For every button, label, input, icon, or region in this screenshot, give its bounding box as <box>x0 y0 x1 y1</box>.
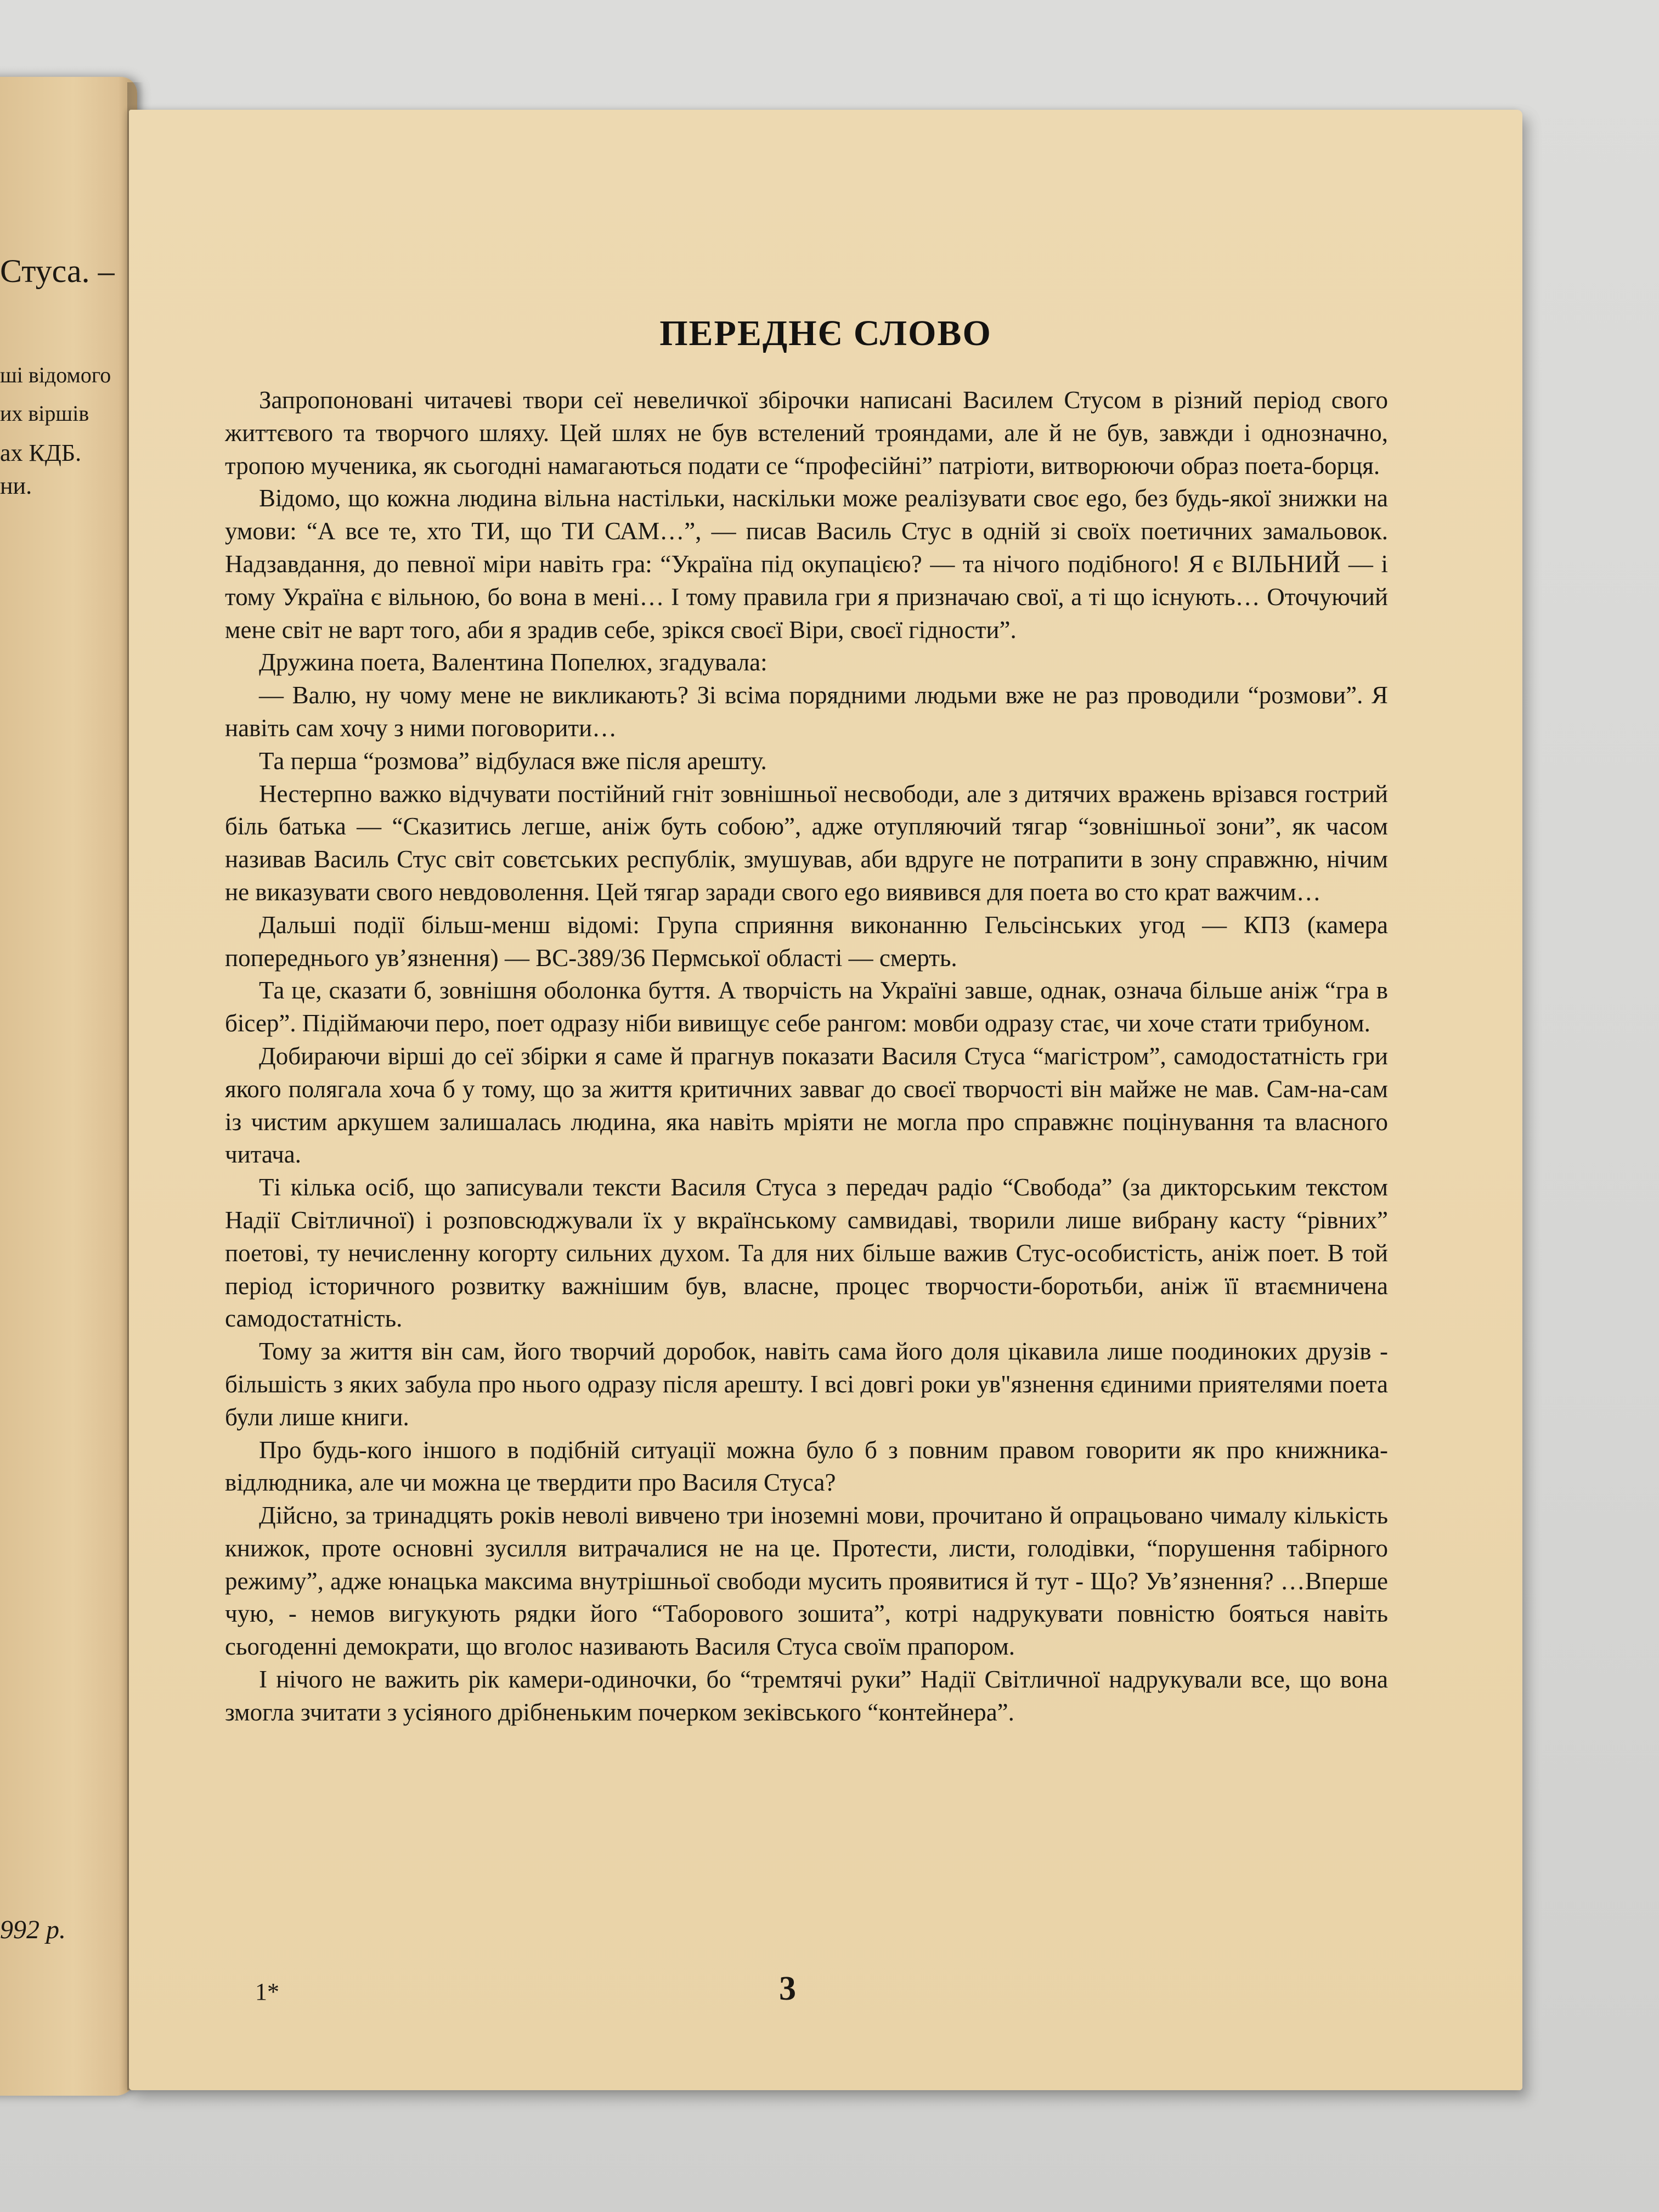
paragraph: — Валю, ну чому мене не викликають? Зі всіма порядними людьми вже не раз проводили “розмови”. Я навіть сам хочу з ними поговорити… <box>225 681 1388 742</box>
right-page <box>129 110 1522 2090</box>
paragraph: Добираючи вірші до сеї збірки я саме й прагнув показати Василя Стуса “магістром”, самодостатність гри якого полягала хоча б у тому, що за життя критичних завваг до своєї творчості він майже не мав. Сам-на-сам із чистим аркушем залишалась людина, яка навіть мріяти не могла про справжнє поцінування та власного читача. <box>225 1042 1388 1169</box>
paragraph: Нестерпно важко відчувати постійний гніт зовнішньої несвободи, але з дитячих вражень врізався гострий біль батька — “Сказитись легше, аніж буть собою”, адже отупляючий тягар “зовнішньої зони”, як часом називав Василь Стус світ совєтських республік, змушував, аби вдруге не потрапити в зону справжню, нічим не виказувати свого невдоволення. Цей тягар заради свого ego виявився для поета во сто крат важчим… <box>225 780 1388 906</box>
signature-mark: 1* <box>255 1978 279 2005</box>
left-page-fragment: ах КДБ. <box>0 439 82 466</box>
paragraph: Ті кілька осіб, що записували тексти Василя Стуса з передач радіо “Свобода” (за дикторським текстом Надії Світличної) і розповсюджували їх у вкраїнському самвидаві, творили лише вибрану касту “рівних” поетові, ту нечисленну когорту сильних духом. Та для них більше важив Стус-особистість, аніж поет. В той період історичного розвитку важнішим був, власне, процес творчости-боротьби, аніж її втаємничена самодостатність. <box>225 1173 1388 1333</box>
paragraph: Дійсно, за тринадцять років неволі вивчено три іноземні мови, прочитано й опрацьовано чималу кількість книжок, проте основні зусилля витрачалися не на це. Протести, листи, голодівки, “порушення табірного режиму”, адже юнацька максима внутрішньої свободи мусить проявитися й тут - Що? Ув’язнення? …Вперше чую, - немов вигукують рядки його “Таборового зошита”, котрі надрукувати повністю бояться навіть сьогоденні демократи, що вголос називають Василя Стуса своїм прапором. <box>225 1502 1388 1661</box>
paragraph: Та перша “розмова” відбулася вже після арешту. <box>259 747 767 775</box>
paragraph: І нічого не важить рік камери-одиночки, бо “тремтячі руки” Надії Світличної надрукували все, що вона змогла зчитати з усіяного дрібненьким почерком зеківського “контейнера”. <box>225 1666 1388 1726</box>
left-page <box>0 77 137 2096</box>
paragraph: Та це, сказати б, зовнішня оболонка буття. А творчість на Україні завше, однак, означа більше аніж “гра в бісер”. Підіймаючи перо, поет одразу ніби вивищує себе рангом: мовби одразу стає, чи хоче стати трибуном. <box>225 977 1388 1037</box>
left-page-year: 992 р. <box>0 1915 66 1944</box>
body-text <box>225 384 1388 1729</box>
paragraph: Тому за життя він сам, його творчий доробок, навіть сама його доля цікавила лише поодиноких друзів - більшість з яких забула про нього одразу після арешту. І всі довгі роки ув"язнення єдиними приятелями поета були лише книги. <box>225 1338 1388 1431</box>
left-page-fragment: Стуса. – <box>0 253 115 289</box>
left-page-fragment: их віршів <box>0 401 89 426</box>
page-title: ПЕРЕДНЄ СЛОВО <box>659 313 992 353</box>
left-page-fragment: ни. <box>0 472 32 499</box>
left-page-fragment: ші відомого <box>0 363 111 387</box>
paragraph: Запропоновані читачеві твори сеї невеличкої збірочки написані Василем Стусом в різний період свого життєвого та творчого шляху. Цей шлях не був встелений трояндами, але й не був, завжди і однозначно, тропою мученика, як сьогодні намагаються подати се “професійні” патріоти, витворюючи образ поета-борця. <box>225 386 1388 479</box>
paragraph: Дальші події більш-менш відомі: Група сприяння виконанню Гельсінських угод — КПЗ (камера попереднього ув’язнення) — ВС-389/36 Пермської області — смерть. <box>225 911 1388 972</box>
page-number: 3 <box>779 1970 796 2007</box>
paragraph: Відомо, що кожна людина вільна настільки, наскільки може реалізувати своє ego, без будь-якої знижки на умови: “А все те, хто ТИ, що ТИ САМ…”, — писав Василь Стус в одній зі своїх поетичних замальовок. Надзавдання, до певної міри навіть гра: “Україна під окупацією? — та нічого подібного! Я є ВІЛЬНИЙ — і тому Україна є вільною, бо вона в мені… І тому правила гри я призначаю свої, а ті що існують… Оточуючий мене світ не варт того, аби я зрадив себе, зрікся своєї Віри, своєї гідности”. <box>225 484 1388 644</box>
paragraph: Про будь-кого іншого в подібній ситуації можна було б з повним правом говорити як про книжника-відлюдника, але чи можна це твердити про Василя Стуса? <box>225 1436 1388 1497</box>
paragraph: Дружина поета, Валентина Попелюх, згадувала: <box>259 648 768 676</box>
